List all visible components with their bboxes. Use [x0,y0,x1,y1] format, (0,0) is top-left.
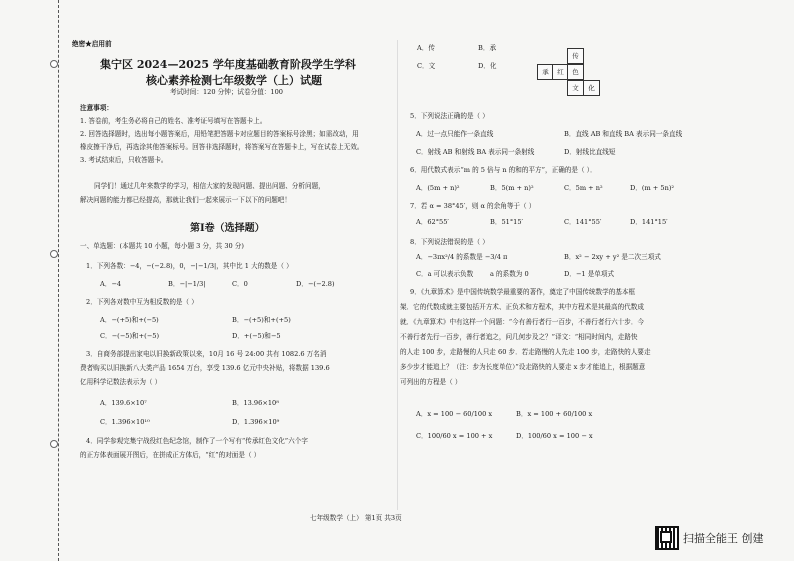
q4-line-1: 4．同学参观完集宁战役红色纪念馆，制作了一个写有“传承红色文化”六个字 [86,437,308,445]
note-3: 3. 考试结束后，只收答题卡。 [80,156,168,164]
q9-option-b: B．x = 100 + 60/100 x [516,410,593,418]
q3-line-1: 3．自商务部提出家电以旧换新政策以来，10月 16 号 24:00 共有 1082.6 万名消 [86,350,327,358]
q1-option-c: C．0 [232,280,248,288]
q8-option-c-2: a 的系数为 0 [490,270,529,278]
q3-line-3: 亿用科学记数法表示为（ ） [80,378,162,386]
title-line-2: 核心素养检测七年级数学（上）试题 [146,74,322,87]
q8-option-b: B．x² − 2xy + y² 是二次三项式 [564,253,661,261]
q3-option-d: D．1.396×10⁹ [232,418,280,426]
net-cell: 承 [537,64,554,80]
q9-line-4: 不善行者先行一百步，善行者追之，问几何步及之？”译文：“相同时间内，走路快 [400,333,638,341]
q3-line-2: 费者购买以旧换新八大类产品 1654 万台，享受 139.6 亿元中央补贴，将数据 139.6 [80,364,330,372]
q9-option-c: C．100/60 x = 100 + x [416,432,493,440]
q8-option-c: C．a 可以表示负数 [416,270,474,278]
q9-line-6: 多少步才能追上？（注：步为长度单位）”设走路快的人要走 x 步才能追上，根据题意 [400,363,646,371]
binding-hole [50,440,58,448]
q6-option-c: C．5m + n² [564,184,603,192]
q6-option-d: D．(m + 5n)² [630,184,675,192]
note-2b: 橡皮擦干净后，再选涂其他答案标号。回答非选择题时，将答案写在答题卡上，写在试卷上无效。 [80,143,364,151]
q7-option-c: C．141°55′ [564,218,602,226]
q4-option-c: C．文 [417,62,436,70]
q7-option-a: A．62°55′ [416,218,449,226]
q1-stem: 1．下列各数：−4，−(−2.8)，0，−|−1/3|，其中比 1 大的数是（ ） [86,262,293,270]
net-cell: 化 [583,80,600,96]
q2-option-b: B．−(+5)和+(+5) [232,316,291,324]
notes-heading: 注意事项： [80,104,113,112]
q2-option-a: A．−(+5)和+(−5) [100,316,159,324]
net-cell: 红 [552,64,569,80]
page-footer: 七年级数学（上） 第1页 共3页 [310,514,402,522]
q8-option-a: A．−3πx²/4 的系数是 −3/4 π [416,253,508,261]
exam-info: 考试时间：120 分钟；试卷分值：100 [170,88,283,96]
q9-line-2: 架．它的代数成就主要包括开方术、正负术和方程术，其中方程术是其最高的代数成 [400,303,644,311]
note-2a: 2. 回答选择题时，选出每小题答案后，用铅笔把答题卡对应题目的答案标号涂黑；如需改动，用 [80,130,359,138]
q9-option-d: D．100/60 x = 100 − x [516,432,593,440]
q4-line-2: 的正方体表面展开图后，在拼成正方体后，“红”的对面是（ ） [80,451,261,459]
binding-hole [50,60,58,68]
q1-option-b: B．−|−1/3| [168,280,206,288]
q2-stem: 2．下列各对数中互为相反数的是（ ） [86,298,198,306]
q3-option-b: B．13.96×10⁸ [232,399,279,407]
q6-stem: 6．用代数式表示“m 的 5 倍与 n 的和的平方”，正确的是（ ）． [410,166,597,174]
section-header: 一、单选题：(本题共 10 小题，每小题 3 分，共 30 分) [80,242,244,250]
q5-option-d: D．射线比直线短 [564,148,616,156]
q9-option-a: A．x = 100 − 60/100 x [416,410,493,418]
net-cell: 色 [567,64,584,80]
q5-option-b: B．直线 AB 和直线 BA 表示同一条直线 [564,130,683,138]
binding-hole [50,250,58,258]
net-cell: 文 [567,80,584,96]
q3-option-c: C．1.396×10¹⁰ [100,418,150,426]
q9-line-5: 的人走 100 步，走路慢的人只走 60 步．若走路慢的人先走 100 步，走路快的人要走 [400,348,651,356]
qr-code-icon [655,526,679,550]
q1-option-a: A．−4 [100,280,122,288]
q5-stem: 5．下列说法正确的是（ ） [410,112,489,120]
q8-stem: 8．下列说法错误的是（ ） [410,238,489,246]
q7-option-b: B．51°15′ [490,218,524,226]
q7-option-d: D．141°15′ [630,218,668,226]
q8-option-d: D．−1 是单项式 [564,270,615,278]
secret-label: 绝密★启用前 [72,40,112,48]
q4-option-d: D．化 [478,62,497,70]
section-title: 第Ⅰ卷（选择题） [190,223,265,234]
cube-net-figure [537,48,603,98]
q6-option-b: B．5(m + n)² [490,184,534,192]
net-cell: 传 [567,48,584,64]
q3-option-a: A．139.6×10⁷ [100,399,147,407]
q9-line-3: 就．《九章算术》中有这样一个问题：“今有善行者行一百步，不善行者行六十步．今 [400,318,645,326]
q9-line-7: 可列出的方程是（ ） [400,378,462,386]
q5-option-c: C．射线 AB 和射线 BA 表示同一条射线 [416,148,535,156]
intro-line-1: 同学们！通过几年来数学的学习，相信大家的发现问题、提出问题、分析问题， [94,182,325,190]
q4-option-b: B．承 [478,44,497,52]
note-1: 1. 答卷前，考生务必将自己的姓名、准考证号填写在答题卡上。 [80,117,267,125]
q2-option-c: C．−(−5)和+(−5) [100,332,160,340]
q7-stem: 7．若 α = 38°45′，则 α 的余角等于（ ） [410,202,536,210]
title-line-1: 集宁区 2024—2025 学年度基础教育阶段学生学科 [100,58,356,71]
q9-line-1: 9．《九章算术》是中国传统数学最重要的著作，奠定了中国传统数学的基本框 [410,288,636,296]
q4-option-a: A．传 [417,44,435,52]
q5-option-a: A．过一点只能作一条直线 [416,130,494,138]
intro-line-2: 解决问题的能力都已经提高，那就让我们一起来展示一下以下的问题吧！ [80,196,291,204]
q1-option-d: D．−(−2.8) [296,280,335,288]
scanner-brand: 扫描全能王 创建 [683,532,764,545]
binding-margin [14,0,59,561]
q2-option-d: D．+(−5)和−5 [232,332,281,340]
q6-option-a: A．(5m + n)² [416,184,460,192]
column-divider [397,40,398,510]
